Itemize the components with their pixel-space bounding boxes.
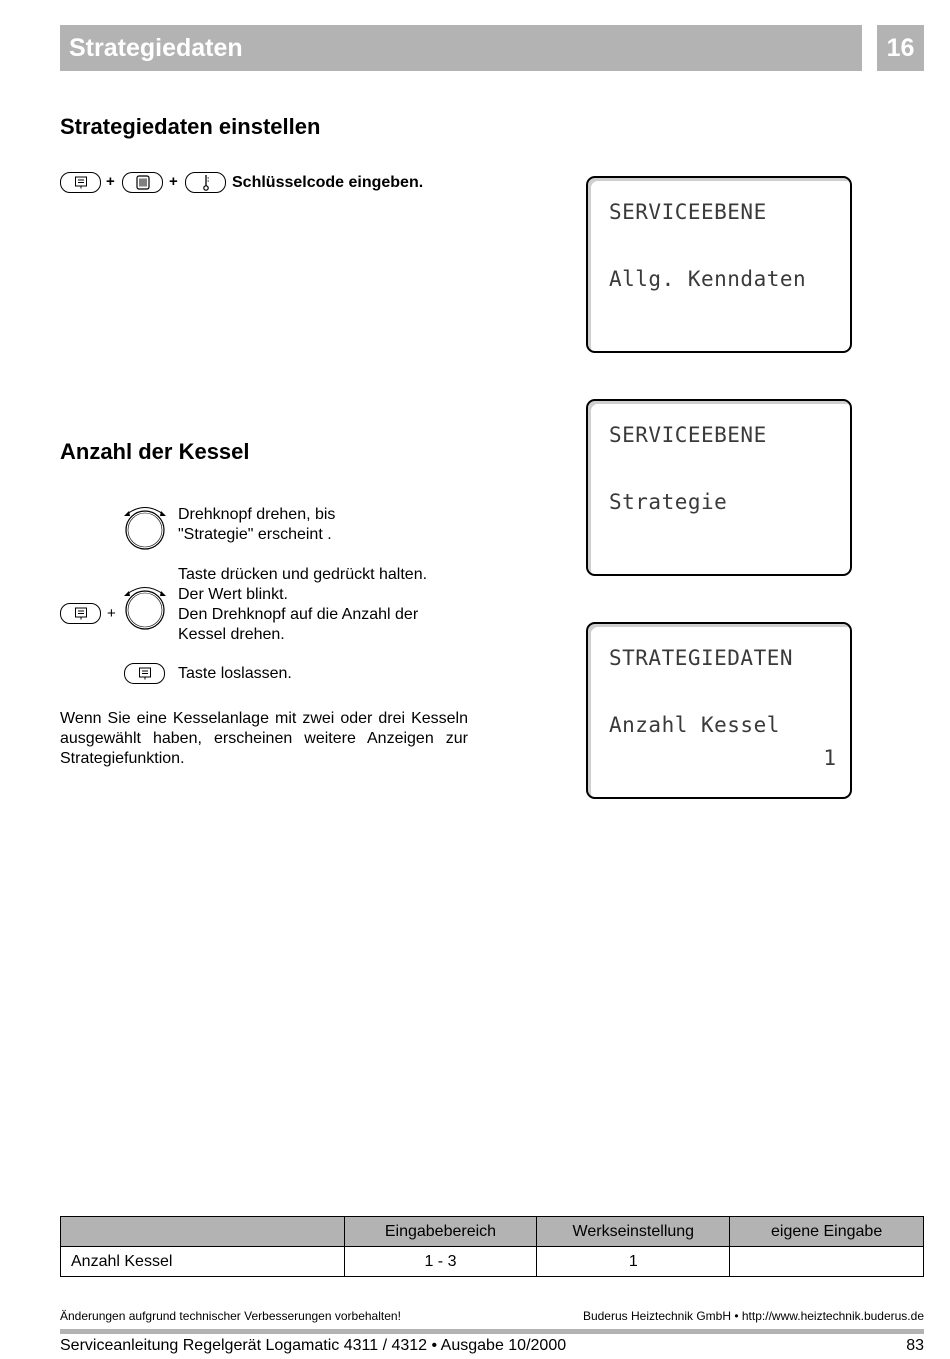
table-cell-parameter: Anzahl Kessel xyxy=(61,1247,345,1277)
lcd-display-3 xyxy=(586,622,852,799)
plus-sign: + xyxy=(106,173,115,190)
lcd-display-2 xyxy=(586,399,852,576)
table-cell-default: 1 xyxy=(537,1247,730,1277)
thermometer-key-icon xyxy=(185,172,226,193)
instruction-enter-code: Schlüsselcode eingeben. xyxy=(232,174,424,191)
footer-doc-title: Serviceanleitung Regelgerät Logamatic 4311 / 4312 • Ausgabe 10/2000 xyxy=(60,1337,567,1354)
step-hold-line4: Kessel drehen. xyxy=(178,626,285,643)
lcd-line-2: Strategie xyxy=(609,490,728,514)
section-heading-strategiedaten-einstellen: Strategiedaten einstellen xyxy=(60,114,321,139)
plus-sign: + xyxy=(107,605,116,622)
rotary-knob-icon xyxy=(121,582,169,630)
chapter-title: Strategiedaten xyxy=(69,34,243,62)
lcd-line-1: SERVICEEBENE xyxy=(609,423,767,447)
lcd-line-2: Allg. Kenndaten xyxy=(609,267,807,291)
table-row xyxy=(61,1247,924,1277)
lcd-line-2: Anzahl Kessel xyxy=(609,713,780,737)
table-cell-own-input xyxy=(730,1247,924,1277)
menu-key-icon xyxy=(124,663,165,684)
section-heading-anzahl-der-kessel: Anzahl der Kessel xyxy=(60,439,250,464)
chapter-number: 16 xyxy=(877,25,924,71)
table-cell-range: 1 - 3 xyxy=(344,1247,537,1277)
menu-key-icon xyxy=(60,172,101,193)
table-header-cell: Eingabebereich xyxy=(344,1217,537,1247)
table-header-cell: eigene Eingabe xyxy=(730,1217,924,1247)
footer-note-right: Buderus Heiztechnik GmbH • http://www.heiztechnik.buderus.de xyxy=(582,1309,924,1323)
footer-divider xyxy=(60,1329,924,1334)
plus-sign: + xyxy=(169,173,178,190)
lcd-line-1: STRATEGIEDATEN xyxy=(609,646,794,670)
table-header-cell: Werkseinstellung xyxy=(537,1217,730,1247)
lcd-value: 1 xyxy=(823,746,836,770)
step-release-key: Taste loslassen. xyxy=(178,665,292,682)
step-turn-knob-line2: "Strategie" erscheint . xyxy=(178,526,332,543)
footer-note-left: Änderungen aufgrund technischer Verbesserungen vorbehalten! xyxy=(60,1309,401,1323)
chapter-title-bar xyxy=(60,25,862,71)
step-hold-line2: Der Wert blinkt. xyxy=(178,586,288,603)
step-hold-and-turn xyxy=(178,565,427,645)
lcd-line-1: SERVICEEBENE xyxy=(609,200,767,224)
display-key-icon xyxy=(122,172,163,193)
step-turn-knob xyxy=(178,505,335,545)
step-turn-knob-line1: Drehknopf drehen, bis xyxy=(178,506,336,523)
page-number: 83 xyxy=(906,1337,924,1354)
table-header-row xyxy=(61,1217,924,1247)
note-multiple-boilers: Wenn Sie eine Kesselanlage mit zwei oder drei Kesseln ausgewählt haben, erscheinen weitere Anzeigen zur Strategiefunktion. xyxy=(60,710,468,767)
step-hold-line3: Den Drehknopf auf die Anzahl der xyxy=(178,606,419,623)
rotary-knob-icon xyxy=(121,502,169,550)
step-hold-line1: Taste drücken und gedrückt halten. xyxy=(178,566,428,583)
table-header-cell xyxy=(61,1217,345,1247)
lcd-display-1 xyxy=(586,176,852,353)
menu-key-icon xyxy=(60,603,101,624)
settings-table xyxy=(60,1216,924,1277)
